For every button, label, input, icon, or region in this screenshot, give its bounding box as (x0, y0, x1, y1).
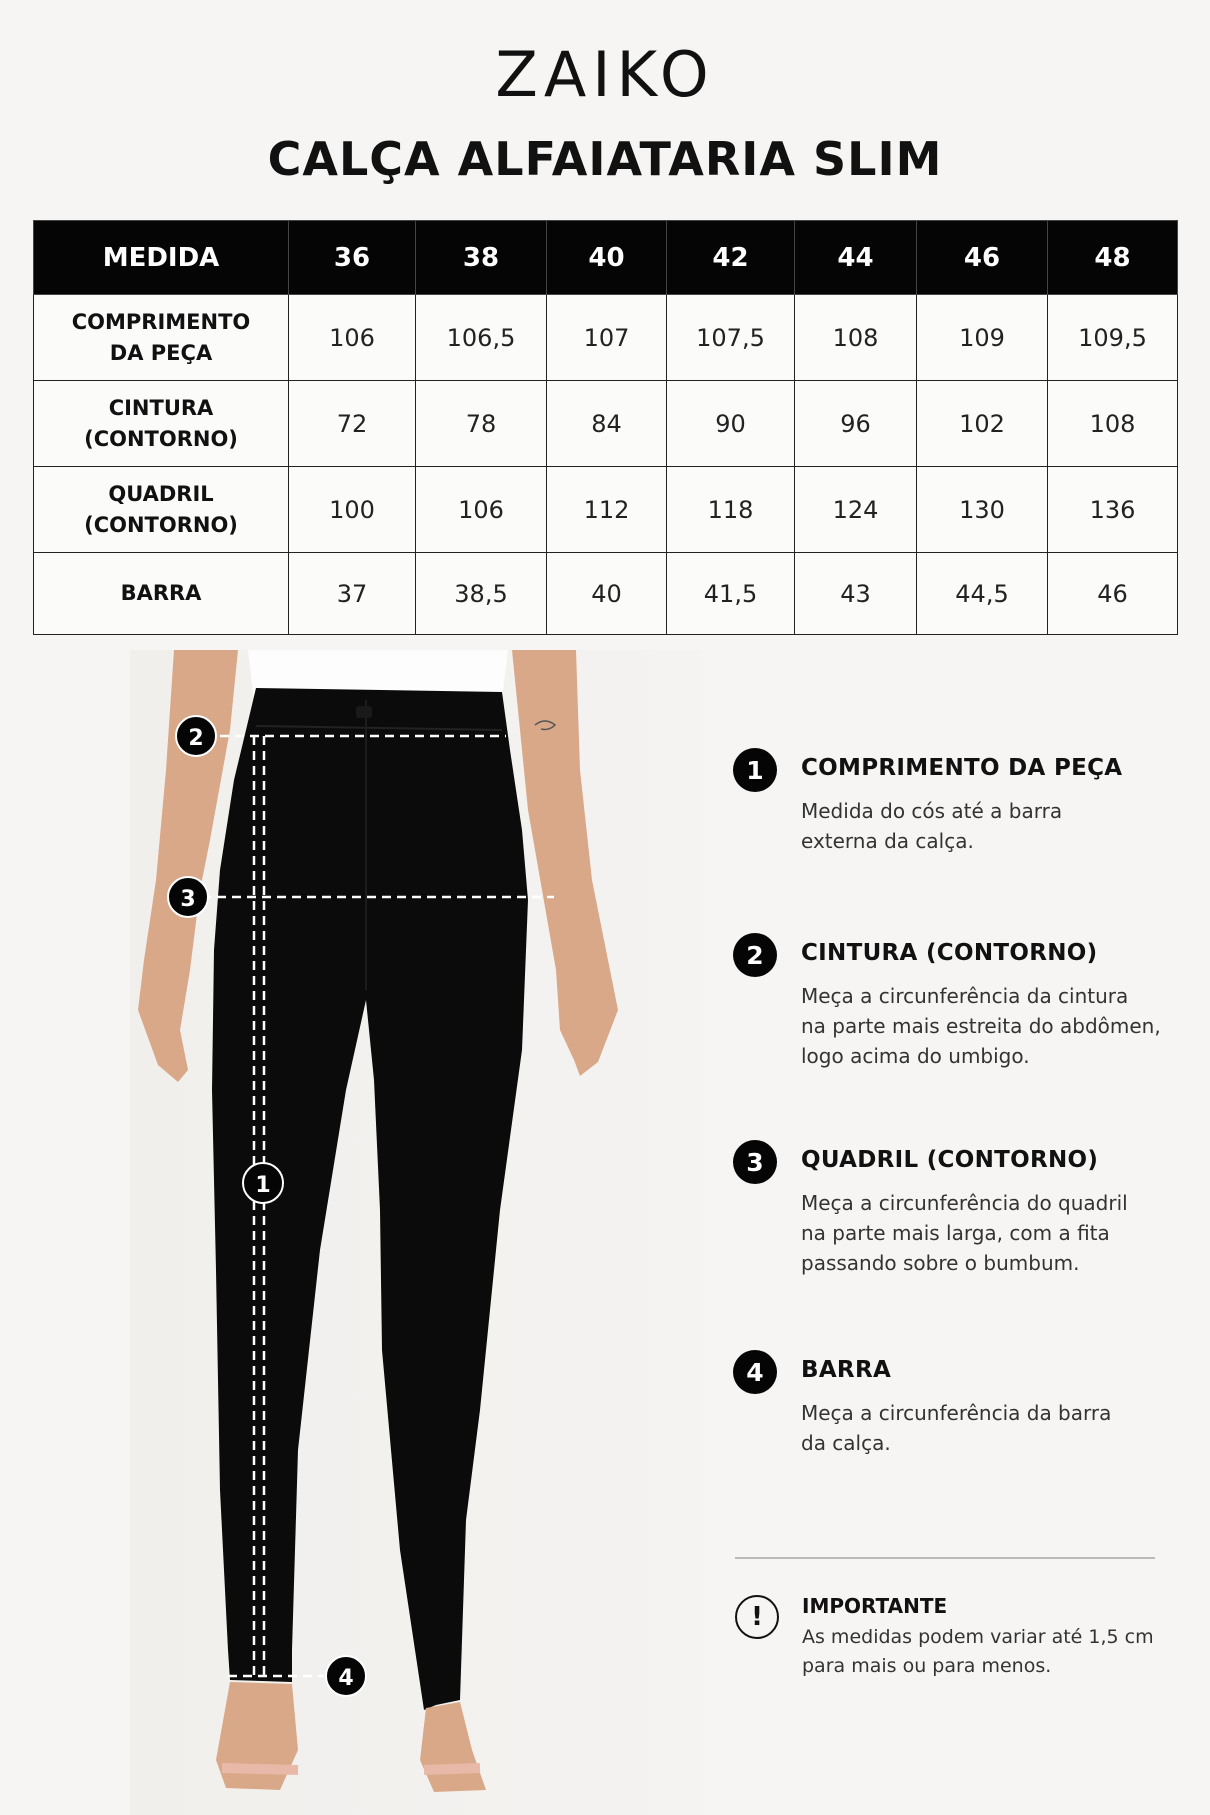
table-cell: 106 (289, 295, 416, 381)
page-title: CALÇA ALFAIATARIA SLIM (267, 132, 943, 186)
table-cell: 90 (667, 381, 795, 467)
number-badge: 3 (733, 1140, 777, 1184)
brand-logo: ZAIKO (495, 38, 715, 111)
right-sandal (424, 1768, 480, 1770)
table-cell: 46 (1048, 553, 1178, 635)
left-sandal (222, 1768, 298, 1770)
table-cell: 108 (1048, 381, 1178, 467)
table-row (34, 295, 1178, 381)
guide-title: CINTURA (CONTORNO) (801, 940, 1098, 966)
marker-4-label: 4 (338, 1666, 354, 1691)
table-cell: 124 (795, 467, 917, 553)
table-cell: 100 (289, 467, 416, 553)
guide-description: Meça a circunferência da barra da calça. (801, 1401, 1112, 1455)
number-badge: 2 (733, 933, 777, 977)
table-cell: 130 (917, 467, 1048, 553)
table-cell: 41,5 (667, 553, 795, 635)
table-cell: 43 (795, 553, 917, 635)
table-cell: 102 (917, 381, 1048, 467)
marker-3 (168, 877, 208, 917)
marker-1 (243, 1163, 283, 1203)
marker-3-label: 3 (180, 887, 196, 912)
row-label: CINTURA (CONTORNO) (34, 381, 289, 467)
table-cell: 118 (667, 467, 795, 553)
header-size: 38 (416, 221, 547, 295)
size-table (33, 220, 1178, 635)
table-cell: 107 (547, 295, 667, 381)
table-cell: 96 (795, 381, 917, 467)
table-cell: 112 (547, 467, 667, 553)
table-header-row (34, 221, 1178, 295)
table-cell: 38,5 (416, 553, 547, 635)
table-cell: 108 (795, 295, 917, 381)
guide-title: COMPRIMENTO DA PEÇA (801, 755, 1123, 781)
table-cell: 106,5 (416, 295, 547, 381)
header-size: 48 (1048, 221, 1178, 295)
table-cell: 72 (289, 381, 416, 467)
table-row (34, 467, 1178, 553)
header-size: 42 (667, 221, 795, 295)
pants-illustration (130, 650, 700, 1815)
header-medida: MEDIDA (34, 221, 289, 295)
header-size: 46 (917, 221, 1048, 295)
table-cell: 107,5 (667, 295, 795, 381)
table-cell: 109 (917, 295, 1048, 381)
button-detail (356, 706, 372, 718)
table-cell: 44,5 (917, 553, 1048, 635)
guide-title: QUADRIL (CONTORNO) (801, 1147, 1099, 1173)
guide-description: Meça a circunferência do quadril na parte mais larga, com a fita passando sobre o bumbum. (801, 1191, 1128, 1275)
marker-4 (326, 1656, 366, 1696)
table-row (34, 553, 1178, 635)
number-badge: 1 (733, 748, 777, 792)
marker-2 (176, 716, 216, 756)
important-title: IMPORTANTE (802, 1594, 948, 1618)
number-badge: 4 (733, 1350, 777, 1394)
table-cell: 109,5 (1048, 295, 1178, 381)
marker-2-label: 2 (188, 726, 204, 751)
row-label: COMPRIMENTO DA PEÇA (34, 295, 289, 381)
exclamation-icon: ! (735, 1595, 779, 1639)
table-cell: 37 (289, 553, 416, 635)
important-text: As medidas podem variar até 1,5 cm para mais ou para menos. (802, 1626, 1154, 1677)
table-cell: 78 (416, 381, 547, 467)
section-divider (735, 1557, 1155, 1559)
table-cell: 40 (547, 553, 667, 635)
row-label: QUADRIL (CONTORNO) (34, 467, 289, 553)
header-size: 36 (289, 221, 416, 295)
model-photo (130, 650, 700, 1815)
guide-title: BARRA (801, 1357, 892, 1383)
marker-1-label: 1 (255, 1173, 271, 1198)
table-cell: 136 (1048, 467, 1178, 553)
table-cell: 84 (547, 381, 667, 467)
header-size: 40 (547, 221, 667, 295)
header-size: 44 (795, 221, 917, 295)
table-row (34, 381, 1178, 467)
row-label: BARRA (34, 553, 289, 635)
guide-description: Medida do cós até a barra externa da calça. (801, 799, 1063, 853)
table-cell: 106 (416, 467, 547, 553)
guide-description: Meça a circunferência da cintura na parte mais estreita do abdômen, logo acima do umbigo. (801, 984, 1161, 1068)
